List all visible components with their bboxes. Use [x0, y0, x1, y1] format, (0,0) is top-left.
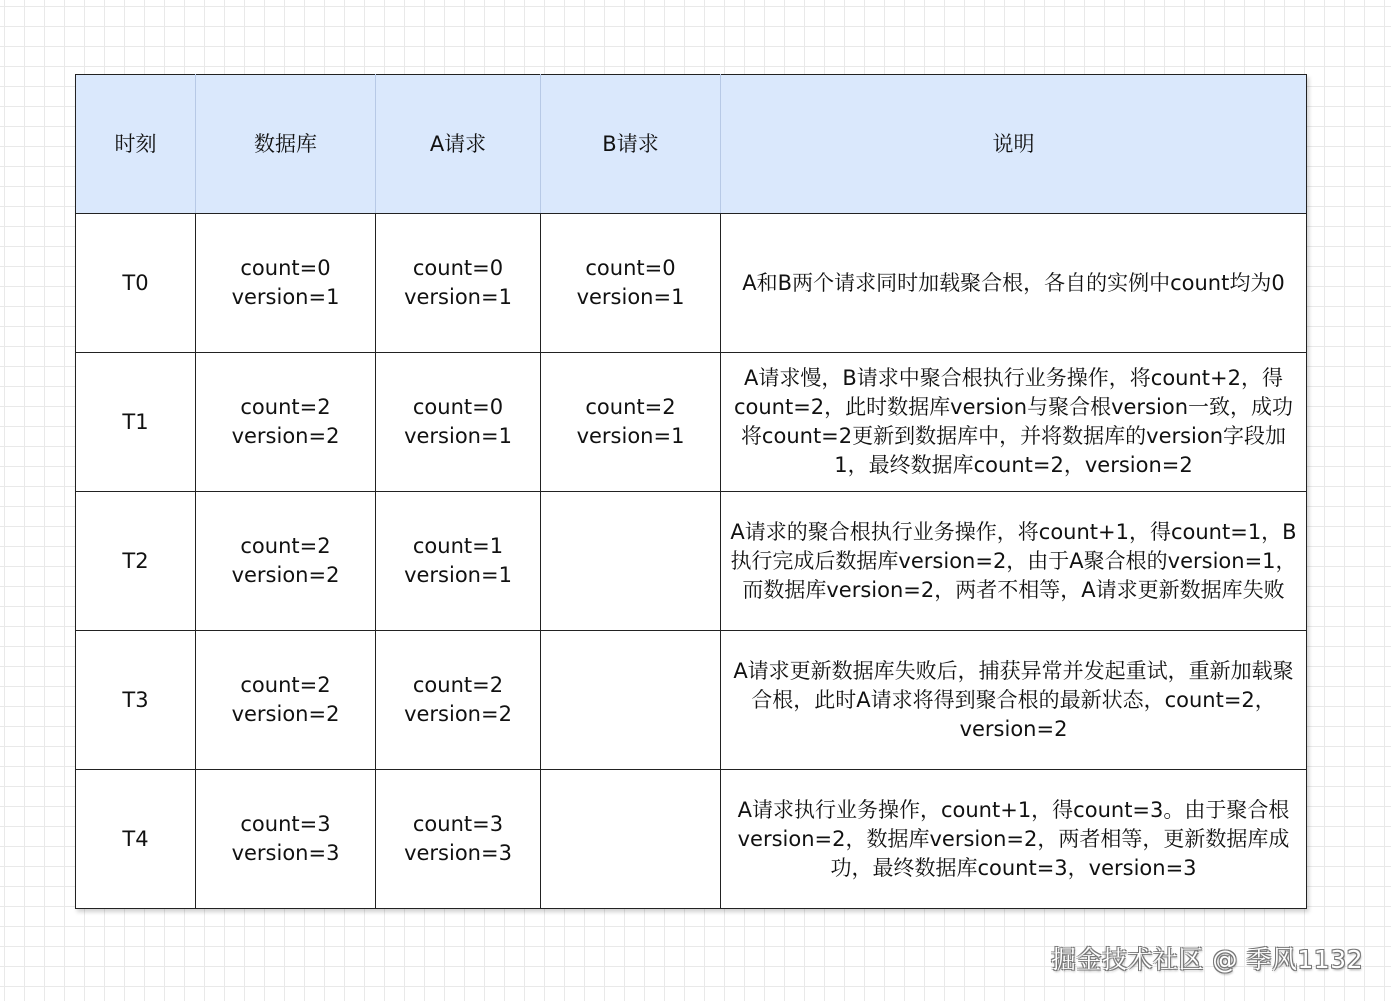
header-time: 时刻	[76, 75, 196, 214]
request-a-count: count=2	[412, 673, 504, 697]
request-b-count: count=2	[585, 395, 676, 419]
header-description: 说明	[721, 75, 1307, 214]
database-count: count=3	[240, 812, 331, 836]
description-cell	[721, 492, 1307, 631]
database-version: version=1	[231, 285, 340, 309]
database-count: count=2	[240, 673, 331, 697]
database-version: version=3	[231, 841, 340, 865]
description-text: A请求的聚合根执行业务操作，将count+1，得count=1，B执行完成后数据库version=2，由于A聚合根的version=1，而数据库version=2，两者不相等，A请求更新数据库失败	[730, 519, 1297, 602]
request-a-cell	[376, 214, 541, 353]
time-cell: T0	[76, 214, 196, 353]
watermark: 掘金技术社区 @ 季风1132	[1050, 945, 1363, 974]
time-cell: T1	[76, 353, 196, 492]
database-version: version=2	[231, 563, 340, 587]
database-cell	[196, 353, 376, 492]
request-b-cell	[541, 770, 721, 909]
database-version: version=2	[231, 424, 340, 448]
request-a-cell	[376, 353, 541, 492]
request-a-version: version=1	[404, 285, 512, 309]
request-a-version: version=3	[404, 841, 512, 865]
database-cell	[196, 492, 376, 631]
request-b-count: count=0	[585, 256, 676, 280]
description-text: A请求更新数据库失败后，捕获异常并发起重试，重新加载聚合根，此时A请求将得到聚合根的最新状态，count=2，version=2	[733, 658, 1294, 741]
request-a-version: version=1	[404, 563, 512, 587]
description-text: A请求执行业务操作，count+1，得count=3。由于聚合根version=2，数据库version=2，两者相等，更新数据库成功，最终数据库count=3，version=3	[737, 797, 1290, 880]
table-row-t2	[76, 492, 1307, 631]
header-request-b: B请求	[541, 75, 721, 214]
database-count: count=2	[240, 395, 331, 419]
time-cell: T3	[76, 631, 196, 770]
request-a-cell	[376, 492, 541, 631]
request-a-cell	[376, 770, 541, 909]
table-row-t4	[76, 770, 1307, 909]
description-cell	[721, 770, 1307, 909]
description-cell	[721, 214, 1307, 353]
description-text: A请求慢，B请求中聚合根执行业务操作，将count+2，得count=2，此时数据库version与聚合根version一致，成功将count=2更新到数据库中，并将数据库的version字段加1，最终数据库count=2，version=2	[733, 366, 1294, 477]
header-database: 数据库	[196, 75, 376, 214]
database-cell	[196, 770, 376, 909]
description-text: A和B两个请求同时加载聚合根，各自的实例中count均为0	[742, 270, 1285, 295]
request-b-cell	[541, 214, 721, 353]
request-a-version: version=2	[404, 702, 512, 726]
database-count: count=2	[240, 534, 331, 558]
database-version: version=2	[231, 702, 340, 726]
header-row	[76, 75, 1307, 214]
table-row-t0	[76, 214, 1307, 353]
request-a-count: count=3	[412, 812, 504, 836]
request-b-version: version=1	[576, 285, 685, 309]
time-cell: T4	[76, 770, 196, 909]
request-a-count: count=0	[412, 395, 504, 419]
request-a-count: count=0	[412, 256, 504, 280]
time-cell: T2	[76, 492, 196, 631]
database-cell	[196, 631, 376, 770]
request-b-cell	[541, 492, 721, 631]
description-cell	[721, 631, 1307, 770]
table-row-t3	[76, 631, 1307, 770]
request-b-cell	[541, 631, 721, 770]
request-b-version: version=1	[576, 424, 685, 448]
database-cell	[196, 214, 376, 353]
table-row-t1	[76, 353, 1307, 492]
request-a-count: count=1	[412, 534, 504, 558]
optimistic-lock-table	[75, 74, 1307, 909]
request-a-cell	[376, 631, 541, 770]
request-a-version: version=1	[404, 424, 512, 448]
header-request-a: A请求	[376, 75, 541, 214]
description-cell	[721, 353, 1307, 492]
request-b-cell	[541, 353, 721, 492]
database-count: count=0	[240, 256, 331, 280]
